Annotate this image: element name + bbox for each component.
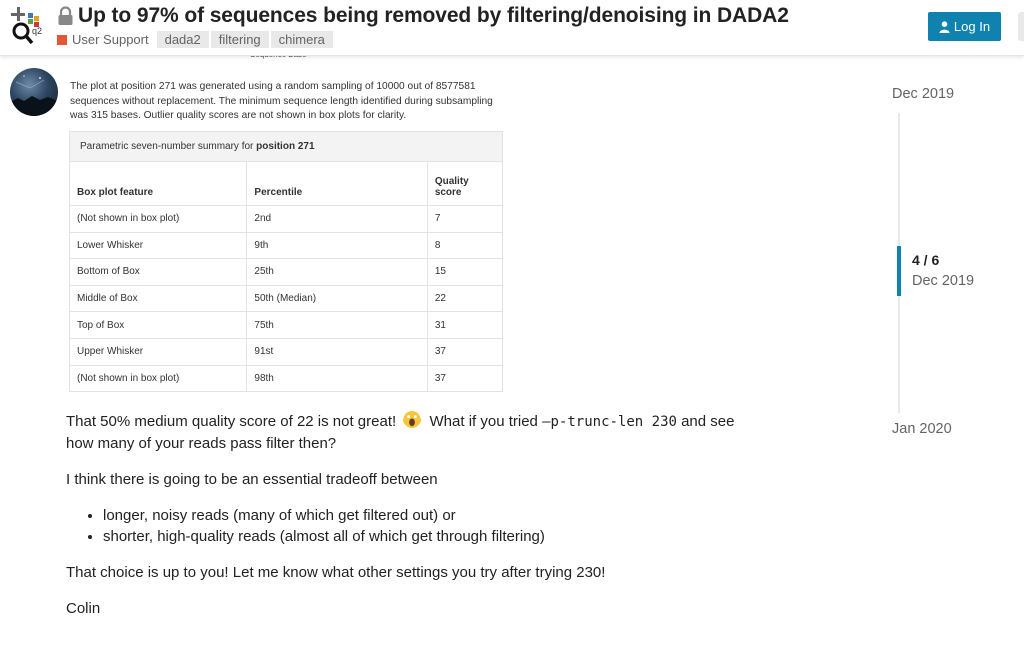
post-paragraph-2: I think there is going to be an essential tradeoff between bbox=[66, 471, 438, 488]
avatar-image-icon bbox=[10, 68, 58, 116]
image-caption: The plot at position 271 was generated using a random sampling of 10000 out of 8577581 sequences without replacement. The minimum sequence length identified during subsampling was 315 bases. Outlier quality scores are not shown in box plots for clarity. bbox=[70, 81, 493, 121]
site-header bbox=[0, 0, 1024, 56]
login-label: Log In bbox=[953, 19, 991, 34]
header-menu-edge[interactable] bbox=[1018, 12, 1024, 41]
avatar[interactable] bbox=[10, 68, 58, 116]
inline-code: —p-trunc-len 230 bbox=[542, 414, 677, 430]
cell-percentile: 9th bbox=[247, 232, 427, 259]
post-paragraph-3: That choice is up to you! Let me know what other settings you try after trying 230! bbox=[66, 564, 606, 581]
topic-title[interactable]: Up to 97% of sequences being removed by filtering/denoising in DADA2 bbox=[78, 4, 789, 27]
logo-text: q2 bbox=[32, 26, 43, 36]
cell-quality: 37 bbox=[427, 338, 502, 365]
cell-feature: Top of Box bbox=[70, 312, 247, 339]
quality-summary-table bbox=[69, 131, 503, 392]
lock-icon bbox=[57, 5, 74, 27]
cell-percentile: 91st bbox=[247, 338, 427, 365]
cell-quality: 22 bbox=[427, 285, 502, 312]
col-header-feature: Box plot feature bbox=[70, 162, 247, 206]
post-paragraph-1: That 50% medium quality score of 22 is not great! What if you tried —p-trunc-len 230 and see how many of your reads pass filter then? bbox=[66, 410, 766, 454]
cell-percentile: 25th bbox=[247, 259, 427, 286]
user-icon bbox=[939, 21, 950, 33]
table-row bbox=[70, 312, 503, 339]
list-item: • longer, noisy reads (many of which get filtered out) or bbox=[103, 505, 766, 526]
cell-quality: 15 bbox=[427, 259, 502, 286]
cell-percentile: 2nd bbox=[247, 206, 427, 233]
cell-quality: 37 bbox=[434, 372, 446, 384]
list-item: • shorter, high-quality reads (almost all of which get through filtering) bbox=[103, 526, 766, 547]
cell-percentile: 50th (Median) bbox=[247, 285, 427, 312]
title-row bbox=[57, 4, 789, 28]
cell-percentile: 75th bbox=[247, 312, 427, 339]
table-row bbox=[70, 338, 503, 365]
col-header-percentile: Percentile bbox=[247, 162, 427, 206]
cell-feature: Upper Whisker bbox=[70, 338, 247, 365]
table-row bbox=[70, 232, 503, 259]
login-button[interactable] bbox=[928, 12, 1001, 41]
tradeoff-list bbox=[103, 505, 766, 547]
table-row bbox=[70, 259, 503, 286]
scream-emoji-icon bbox=[402, 410, 422, 429]
timeline-current-date: Dec 2019 bbox=[912, 273, 975, 289]
tag-chimera[interactable]: chimera bbox=[271, 31, 333, 48]
cell-feature: (Not shown in box plot) bbox=[70, 206, 247, 233]
cell-feature: Bottom of Box bbox=[70, 259, 247, 286]
tag-filtering[interactable]: filtering bbox=[211, 31, 269, 48]
cell-feature: Middle of Box bbox=[70, 285, 247, 312]
col-header-quality: Quality score bbox=[427, 162, 502, 206]
cell-quality: 7 bbox=[427, 206, 502, 233]
table-header-row bbox=[70, 162, 503, 206]
table-row bbox=[70, 365, 503, 392]
timeline-position: 4 / 6 bbox=[912, 252, 940, 268]
table-caption: Parametric seven-number summary for position 271 bbox=[70, 132, 503, 162]
cell-quality: 31 bbox=[427, 312, 502, 339]
timeline-end-date[interactable]: Jan 2020 bbox=[892, 421, 952, 437]
post-image[interactable] bbox=[66, 50, 506, 390]
table-row bbox=[70, 285, 503, 312]
topic-meta bbox=[57, 31, 335, 48]
tag-dada2[interactable]: dada2 bbox=[157, 31, 209, 48]
cell-percentile: 98th bbox=[247, 365, 427, 392]
category-color-icon bbox=[57, 35, 67, 45]
table-row bbox=[70, 206, 503, 233]
cell-feature: (Not shown in box plot) bbox=[70, 365, 247, 392]
cell-feature: Lower Whisker bbox=[70, 232, 247, 259]
timeline-handle[interactable] bbox=[897, 246, 901, 296]
timeline-start-date[interactable]: Dec 2019 bbox=[892, 86, 955, 102]
category-link[interactable]: User Support bbox=[72, 32, 149, 47]
qiime2-logo-icon[interactable] bbox=[8, 4, 52, 48]
post-signature: Colin bbox=[66, 600, 101, 617]
cell-quality: 8 bbox=[427, 232, 502, 259]
post-body bbox=[66, 410, 766, 634]
